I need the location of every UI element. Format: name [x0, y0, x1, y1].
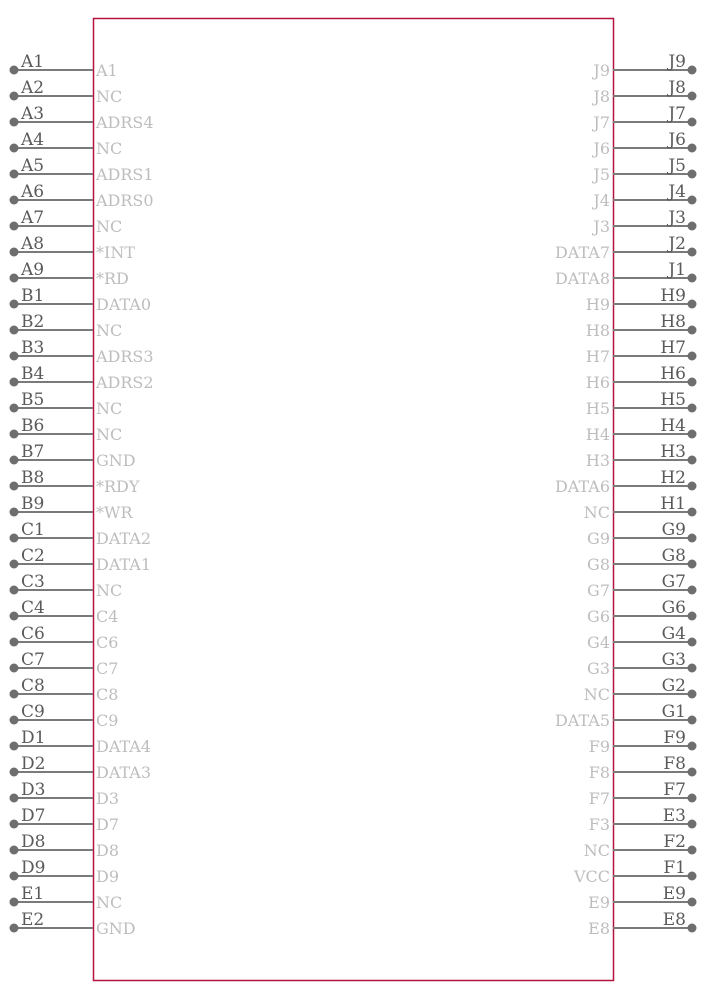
pin-endpoint-dot	[10, 794, 19, 803]
pin-name: DATA1	[96, 555, 152, 574]
pin-left-b8	[10, 468, 140, 496]
pin-endpoint-dot	[688, 300, 697, 309]
pin-number: D3	[21, 780, 46, 800]
pin-right-e8	[588, 910, 696, 938]
pin-left-a7	[10, 208, 123, 236]
pin-endpoint-dot	[688, 742, 697, 751]
pin-endpoint-dot	[688, 196, 697, 205]
pin-name: H7	[585, 347, 610, 366]
pin-left-b1	[10, 286, 152, 314]
pin-endpoint-dot	[688, 248, 697, 257]
pin-name: *RDY	[96, 477, 140, 496]
pin-endpoint-dot	[10, 222, 19, 231]
pin-number: H8	[660, 312, 686, 332]
pin-left-d1	[10, 728, 152, 756]
pin-name: C6	[96, 633, 119, 652]
pin-number: F9	[663, 728, 686, 748]
pin-number: G3	[661, 650, 686, 670]
pin-number: J8	[668, 78, 686, 98]
pin-right-g7	[587, 572, 696, 600]
pin-name: H4	[585, 425, 610, 444]
pin-name: G3	[587, 659, 610, 678]
pin-left-b4	[10, 364, 154, 392]
pin-name: F8	[588, 763, 610, 782]
pin-name: H8	[585, 321, 610, 340]
pin-endpoint-dot	[688, 638, 697, 647]
pin-number: B5	[21, 390, 45, 410]
pin-number: B9	[21, 494, 45, 514]
pin-endpoint-dot	[688, 456, 697, 465]
pin-endpoint-dot	[688, 534, 697, 543]
pin-right-j2	[555, 234, 697, 262]
pin-name: DATA7	[554, 243, 610, 262]
pin-name: ADRS3	[96, 347, 154, 366]
pin-endpoint-dot	[10, 612, 19, 621]
pin-endpoint-dot	[10, 430, 19, 439]
pin-right-j8	[591, 78, 696, 106]
pin-left-d3	[10, 780, 120, 808]
pin-endpoint-dot	[10, 820, 19, 829]
pin-endpoint-dot	[10, 66, 19, 75]
pin-number: C8	[21, 676, 45, 696]
pin-right-g6	[587, 598, 696, 626]
pin-right-f8	[589, 754, 697, 782]
pin-number: G9	[661, 520, 686, 540]
pin-name: ADRS1	[96, 165, 154, 184]
pin-name: G6	[587, 607, 610, 626]
pin-number: E8	[662, 910, 686, 930]
pin-name: NC	[96, 893, 123, 912]
pin-right-j4	[591, 182, 696, 210]
pin-name: NC	[96, 399, 123, 418]
pin-left-a3	[10, 104, 154, 132]
pin-name: H5	[585, 399, 610, 418]
pin-left-c4	[10, 598, 119, 626]
pin-right-h6	[586, 364, 697, 392]
pin-endpoint-dot	[688, 222, 697, 231]
pin-number: E2	[21, 910, 45, 930]
pin-name: J9	[593, 61, 610, 80]
pin-name: C7	[96, 659, 119, 678]
pin-name: ADRS0	[96, 191, 154, 210]
pin-number: B2	[21, 312, 45, 332]
pin-endpoint-dot	[10, 664, 19, 673]
pin-name: NC	[96, 581, 123, 600]
pin-right-h4	[586, 416, 697, 444]
pin-right-g2	[584, 676, 697, 704]
pin-left-a1	[10, 52, 118, 80]
pin-number: E1	[21, 884, 45, 904]
pin-number: E9	[662, 884, 686, 904]
pin-left-a2	[10, 78, 123, 106]
pin-endpoint-dot	[688, 404, 697, 413]
pin-name: A1	[96, 61, 118, 80]
pin-name: *INT	[96, 243, 135, 262]
pin-name: ADRS2	[96, 373, 154, 392]
pin-name: E8	[588, 919, 610, 938]
pin-right-h8	[586, 312, 697, 340]
pin-name: H9	[585, 295, 610, 314]
pin-endpoint-dot	[10, 742, 19, 751]
pin-name: NC	[96, 217, 123, 236]
pin-endpoint-dot	[688, 898, 697, 907]
pin-left-b9	[10, 494, 134, 522]
pin-endpoint-dot	[688, 352, 697, 361]
pin-name: NC	[96, 87, 123, 106]
pin-name: DATA2	[96, 529, 152, 548]
pin-right-h7	[586, 338, 697, 366]
pin-number: J5	[668, 156, 686, 176]
pin-number: F7	[663, 780, 686, 800]
pin-left-c1	[10, 520, 152, 548]
pin-left-a4	[10, 130, 123, 158]
pin-number: A9	[21, 260, 45, 280]
pin-number: J6	[668, 130, 686, 150]
pin-right-h9	[586, 286, 697, 314]
pin-left-e2	[10, 910, 136, 938]
pin-number: B7	[21, 442, 45, 462]
pin-number: G1	[661, 702, 686, 722]
pin-number: H6	[660, 364, 686, 384]
pin-name: C4	[96, 607, 119, 626]
pin-name: VCC	[573, 867, 610, 886]
pin-number: H2	[660, 468, 686, 488]
pin-number: D1	[21, 728, 46, 748]
pin-number: B3	[21, 338, 45, 358]
pin-number: C3	[21, 572, 45, 592]
pin-number: A5	[21, 156, 45, 176]
pin-left-c8	[10, 676, 119, 704]
pin-number: J2	[668, 234, 686, 254]
pin-name: G4	[587, 633, 610, 652]
pin-name: ADRS4	[96, 113, 154, 132]
pin-number: G8	[661, 546, 686, 566]
pin-left-b2	[10, 312, 123, 340]
pin-left-c9	[10, 702, 119, 730]
pin-number: H5	[660, 390, 686, 410]
pin-endpoint-dot	[10, 456, 19, 465]
pin-number: G4	[661, 624, 686, 644]
pin-number: B6	[21, 416, 45, 436]
pin-name: DATA6	[554, 477, 610, 496]
pin-number: A1	[21, 52, 45, 72]
pin-number: D8	[21, 832, 46, 852]
pin-endpoint-dot	[688, 612, 697, 621]
pin-name: D7	[96, 815, 120, 834]
pin-name: *RD	[96, 269, 129, 288]
pin-name: C8	[96, 685, 119, 704]
pin-number: F2	[663, 832, 686, 852]
pin-name: G8	[587, 555, 610, 574]
pin-left-c3	[10, 572, 123, 600]
pin-endpoint-dot	[10, 768, 19, 777]
pin-right-j7	[591, 104, 696, 132]
pin-name: F9	[588, 737, 610, 756]
pin-left-d2	[10, 754, 152, 782]
pin-name: *WR	[96, 503, 133, 522]
pin-right-g8	[587, 546, 696, 574]
pin-endpoint-dot	[10, 92, 19, 101]
pin-name: J6	[593, 139, 610, 158]
pin-endpoint-dot	[10, 638, 19, 647]
pin-right-g1	[555, 702, 697, 730]
pin-left-a5	[10, 156, 154, 184]
pin-endpoint-dot	[688, 378, 697, 387]
pin-right-g4	[587, 624, 696, 652]
pin-endpoint-dot	[688, 92, 697, 101]
pin-endpoint-dot	[10, 872, 19, 881]
pin-number: J4	[668, 182, 686, 202]
pin-endpoint-dot	[10, 846, 19, 855]
pin-endpoint-dot	[688, 690, 697, 699]
pin-number: C6	[21, 624, 45, 644]
pin-name: F3	[588, 815, 610, 834]
pin-endpoint-dot	[688, 144, 697, 153]
pin-number: C1	[21, 520, 45, 540]
pin-endpoint-dot	[688, 846, 697, 855]
pin-endpoint-dot	[10, 534, 19, 543]
pin-name: H6	[585, 373, 610, 392]
pin-name: DATA5	[554, 711, 610, 730]
pin-number: J1	[668, 260, 686, 280]
pin-endpoint-dot	[10, 690, 19, 699]
pin-number: J9	[668, 52, 686, 72]
pin-number: A7	[21, 208, 45, 228]
pin-name: J4	[593, 191, 610, 210]
pin-endpoint-dot	[10, 378, 19, 387]
pin-endpoint-dot	[688, 430, 697, 439]
pin-left-d7	[10, 806, 120, 834]
pin-endpoint-dot	[10, 352, 19, 361]
pin-number: F8	[663, 754, 686, 774]
pin-number: C7	[21, 650, 45, 670]
pin-right-j3	[591, 208, 696, 236]
pin-left-c6	[10, 624, 119, 652]
pin-name: GND	[96, 451, 136, 470]
pin-number: H4	[660, 416, 686, 436]
pin-name: H3	[585, 451, 610, 470]
pin-right-h3	[586, 442, 697, 470]
pin-number: H9	[660, 286, 686, 306]
pin-name: DATA0	[96, 295, 152, 314]
pin-endpoint-dot	[688, 768, 697, 777]
pin-endpoint-dot	[688, 664, 697, 673]
pin-name: J5	[593, 165, 610, 184]
pin-name: NC	[96, 321, 123, 340]
pin-endpoint-dot	[688, 820, 697, 829]
pin-left-d8	[10, 832, 120, 860]
pin-endpoint-dot	[10, 482, 19, 491]
pin-number: A6	[21, 182, 45, 202]
pin-right-f1	[573, 858, 697, 886]
pin-number: D9	[21, 858, 46, 878]
pin-endpoint-dot	[688, 586, 697, 595]
pin-name: NC	[583, 503, 610, 522]
pin-endpoint-dot	[10, 560, 19, 569]
pin-endpoint-dot	[10, 326, 19, 335]
pin-right-f7	[589, 780, 697, 808]
pin-endpoint-dot	[10, 170, 19, 179]
pin-endpoint-dot	[688, 924, 697, 933]
pin-endpoint-dot	[10, 248, 19, 257]
pin-name: NC	[96, 139, 123, 158]
pin-endpoint-dot	[10, 274, 19, 283]
pin-right-j9	[591, 52, 696, 80]
pin-number: A3	[21, 104, 45, 124]
pin-name: F7	[588, 789, 610, 808]
pin-endpoint-dot	[10, 924, 19, 933]
pin-number: B1	[21, 286, 45, 306]
pin-name: G7	[587, 581, 610, 600]
pin-number: A4	[21, 130, 45, 150]
pin-number: G7	[661, 572, 686, 592]
pin-endpoint-dot	[688, 482, 697, 491]
pin-endpoint-dot	[688, 274, 697, 283]
pin-endpoint-dot	[688, 66, 697, 75]
pin-number: H3	[660, 442, 686, 462]
pin-number: G2	[661, 676, 686, 696]
pin-name: DATA4	[96, 737, 152, 756]
pin-left-d9	[10, 858, 120, 886]
left-pin-group	[10, 52, 154, 938]
pin-number: A8	[21, 234, 45, 254]
pin-right-f9	[589, 728, 697, 756]
pin-endpoint-dot	[688, 508, 697, 517]
pin-name: G9	[587, 529, 610, 548]
pin-left-b7	[10, 442, 136, 470]
pin-name: D3	[96, 789, 120, 808]
pin-left-c7	[10, 650, 119, 678]
pin-left-b6	[10, 416, 123, 444]
pin-number: B8	[21, 468, 45, 488]
pin-left-b5	[10, 390, 123, 418]
pin-name: J3	[593, 217, 610, 236]
pin-endpoint-dot	[10, 118, 19, 127]
pin-number: J3	[668, 208, 686, 228]
pin-name: DATA3	[96, 763, 152, 782]
pin-right-e9	[588, 884, 696, 912]
pin-number: B4	[21, 364, 45, 384]
pin-number: G6	[661, 598, 686, 618]
pin-endpoint-dot	[688, 118, 697, 127]
pin-number: J7	[668, 104, 686, 124]
pin-right-f2	[584, 832, 697, 860]
pin-name: C9	[96, 711, 119, 730]
pin-number: A2	[21, 78, 45, 98]
pin-name: NC	[96, 425, 123, 444]
pin-name: D8	[96, 841, 120, 860]
pin-right-h2	[555, 468, 697, 496]
pin-endpoint-dot	[688, 872, 697, 881]
pin-endpoint-dot	[688, 794, 697, 803]
pin-endpoint-dot	[688, 170, 697, 179]
pin-number: F1	[663, 858, 686, 878]
pin-number: D2	[21, 754, 46, 774]
pin-right-g9	[587, 520, 696, 548]
pin-endpoint-dot	[688, 716, 697, 725]
pin-endpoint-dot	[10, 508, 19, 517]
pin-endpoint-dot	[10, 300, 19, 309]
pin-number: H7	[660, 338, 686, 358]
pin-endpoint-dot	[688, 326, 697, 335]
pin-number: C4	[21, 598, 45, 618]
pin-name: D9	[96, 867, 120, 886]
pin-name: E9	[588, 893, 610, 912]
pin-left-c2	[10, 546, 152, 574]
pin-right-j1	[555, 260, 697, 288]
pin-number: H1	[660, 494, 686, 514]
pin-endpoint-dot	[10, 716, 19, 725]
pin-right-j5	[591, 156, 696, 184]
pin-right-h5	[586, 390, 697, 418]
pin-endpoint-dot	[10, 196, 19, 205]
pin-endpoint-dot	[10, 586, 19, 595]
pin-left-a6	[10, 182, 154, 210]
pin-right-h1	[584, 494, 697, 522]
pin-number: C2	[21, 546, 45, 566]
pin-left-e1	[10, 884, 123, 912]
pin-right-j6	[591, 130, 696, 158]
pin-name: J7	[593, 113, 610, 132]
pin-name: NC	[583, 841, 610, 860]
right-pin-group	[555, 52, 697, 938]
pin-endpoint-dot	[10, 144, 19, 153]
pin-left-b3	[10, 338, 154, 366]
pin-left-a8	[10, 234, 136, 262]
pin-right-e3	[589, 806, 697, 834]
pin-number: E3	[662, 806, 686, 826]
pin-number: D7	[21, 806, 46, 826]
pin-number: C9	[21, 702, 45, 722]
pin-right-g3	[587, 650, 696, 678]
pin-name: GND	[96, 919, 136, 938]
component-body	[94, 19, 614, 981]
pin-name: DATA8	[554, 269, 610, 288]
pin-endpoint-dot	[10, 898, 19, 907]
pin-name: J8	[593, 87, 610, 106]
pin-name: NC	[583, 685, 610, 704]
pin-endpoint-dot	[10, 404, 19, 413]
pin-endpoint-dot	[688, 560, 697, 569]
pin-left-a9	[10, 260, 129, 288]
